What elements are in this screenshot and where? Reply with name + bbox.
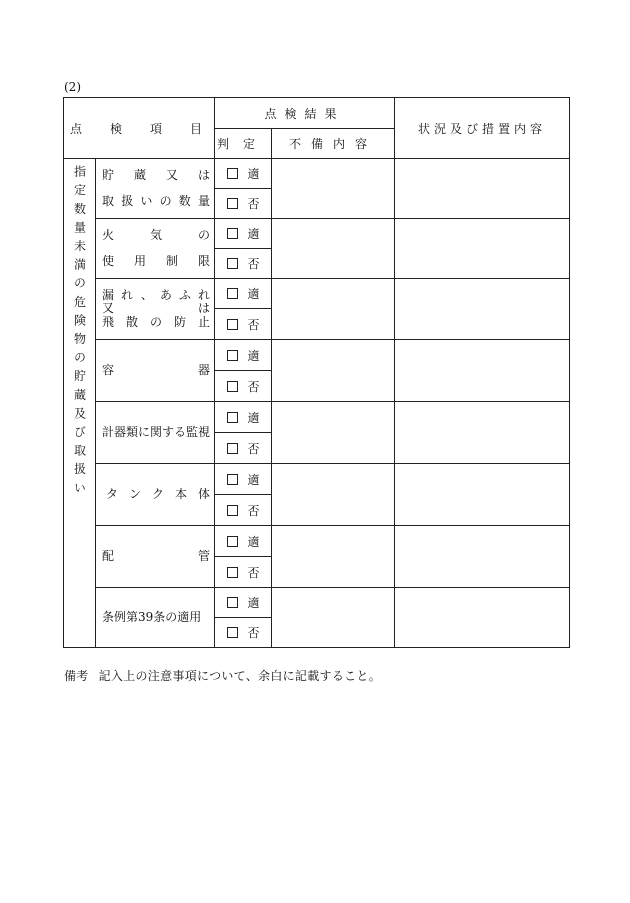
ok-label: 適 — [247, 410, 260, 425]
item-label-line: 火気の — [102, 228, 211, 243]
status-measures-cell[interactable] — [395, 526, 570, 588]
status-measures-cell[interactable] — [395, 219, 570, 279]
checkbox-ng[interactable] — [227, 258, 238, 269]
header-inspection-result: 点検結果 — [215, 98, 395, 129]
checkbox-ng[interactable] — [227, 505, 238, 516]
ok-label: 適 — [247, 348, 260, 363]
checkbox-ok[interactable] — [227, 474, 238, 485]
item-label-line: 漏れ、あふれ — [102, 288, 211, 303]
header-status-and-measures: 状況及び措置内容 — [395, 98, 570, 159]
status-measures-cell[interactable] — [395, 340, 570, 402]
item-label-line: 飛散の防止 — [102, 314, 211, 329]
checkbox-ng[interactable] — [227, 319, 238, 330]
defect-details-cell[interactable] — [272, 159, 395, 219]
checkbox-ng[interactable] — [227, 567, 238, 578]
item-label-line: 容器 — [102, 362, 211, 377]
status-measures-cell[interactable] — [395, 588, 570, 648]
judgement-ok-cell — [215, 588, 272, 618]
ng-label: 否 — [247, 626, 260, 640]
header-inspection-item: 点検項目 — [64, 98, 215, 159]
remarks-text: 記入上の注意事項について、余白に記載すること。 — [98, 669, 382, 683]
item-label-line: 配管 — [102, 548, 211, 563]
defect-details-cell[interactable] — [272, 219, 395, 279]
item-label-line: 使用制限 — [102, 253, 211, 268]
section-number: (2) — [64, 80, 81, 94]
judgement-ok-cell — [215, 159, 272, 189]
item-label-line: 取扱いの数量 — [102, 193, 211, 208]
checkbox-ok[interactable] — [227, 536, 238, 547]
judgement-ok-cell — [215, 526, 272, 557]
category-cell — [64, 159, 96, 648]
header-judgement: 判定 — [215, 129, 272, 159]
ng-label: 否 — [247, 379, 260, 394]
item-leak-overflow-prevention — [96, 279, 215, 340]
judgement-ng-cell — [215, 189, 272, 219]
ok-label: 適 — [247, 227, 260, 241]
judgement-ng-cell — [215, 618, 272, 648]
defect-details-cell[interactable] — [272, 340, 395, 402]
status-measures-cell[interactable] — [395, 279, 570, 340]
item-ordinance-article-39 — [96, 588, 215, 648]
checkbox-ok[interactable] — [227, 228, 238, 239]
judgement-ng-cell — [215, 249, 272, 279]
remarks — [64, 667, 381, 684]
judgement-ng-cell — [215, 495, 272, 526]
defect-details-cell[interactable] — [272, 464, 395, 526]
item-label-line: 貯蔵又は — [102, 168, 211, 183]
item-fire-restriction — [96, 219, 215, 279]
item-tank-body — [96, 464, 215, 526]
checkbox-ok[interactable] — [227, 597, 238, 608]
item-instrument-monitoring — [96, 402, 215, 464]
checkbox-ng[interactable] — [227, 443, 238, 454]
checkbox-ng[interactable] — [227, 627, 238, 638]
ok-label: 適 — [247, 472, 260, 487]
checkbox-ng[interactable] — [227, 381, 238, 392]
judgement-ok-cell — [215, 219, 272, 249]
item-piping — [96, 526, 215, 588]
defect-details-cell[interactable] — [272, 588, 395, 648]
ng-label: 否 — [247, 197, 260, 211]
defect-details-cell[interactable] — [272, 402, 395, 464]
inspection-table — [63, 97, 570, 648]
ng-label: 否 — [247, 441, 260, 456]
ok-label: 適 — [247, 534, 260, 549]
ok-label: 適 — [247, 596, 260, 610]
item-label-line: 条例第39条の適用 — [102, 609, 202, 624]
ng-label: 否 — [247, 317, 260, 332]
ng-label: 否 — [247, 503, 260, 518]
ok-label: 適 — [247, 287, 260, 301]
judgement-ng-cell — [215, 309, 272, 340]
item-label-line: タンク本体 — [106, 486, 211, 501]
status-measures-cell[interactable] — [395, 464, 570, 526]
status-measures-cell[interactable] — [395, 159, 570, 219]
item-label-line: 又は — [102, 301, 211, 316]
judgement-ok-cell — [215, 402, 272, 433]
checkbox-ok[interactable] — [227, 168, 238, 179]
ok-label: 適 — [247, 167, 260, 181]
checkbox-ok[interactable] — [227, 288, 238, 299]
checkbox-ok[interactable] — [227, 350, 238, 361]
judgement-ok-cell — [215, 279, 272, 309]
status-measures-cell[interactable] — [395, 402, 570, 464]
item-label-line: 計器類に関する監視 — [102, 424, 211, 439]
item-container — [96, 340, 215, 402]
judgement-ng-cell — [215, 433, 272, 464]
category-label: 指定数量未満の危険物の貯蔵及び取扱い — [72, 165, 87, 500]
ng-label: 否 — [247, 565, 260, 580]
item-storage-quantity — [96, 159, 215, 219]
ng-label: 否 — [247, 257, 260, 271]
judgement-ok-cell — [215, 340, 272, 371]
checkbox-ok[interactable] — [227, 412, 238, 423]
remarks-label: 備考 — [64, 669, 89, 683]
defect-details-cell[interactable] — [272, 526, 395, 588]
judgement-ng-cell — [215, 557, 272, 588]
checkbox-ng[interactable] — [227, 198, 238, 209]
defect-details-cell[interactable] — [272, 279, 395, 340]
header-defect-details: 不備内容 — [272, 129, 395, 159]
judgement-ng-cell — [215, 371, 272, 402]
judgement-ok-cell — [215, 464, 272, 495]
